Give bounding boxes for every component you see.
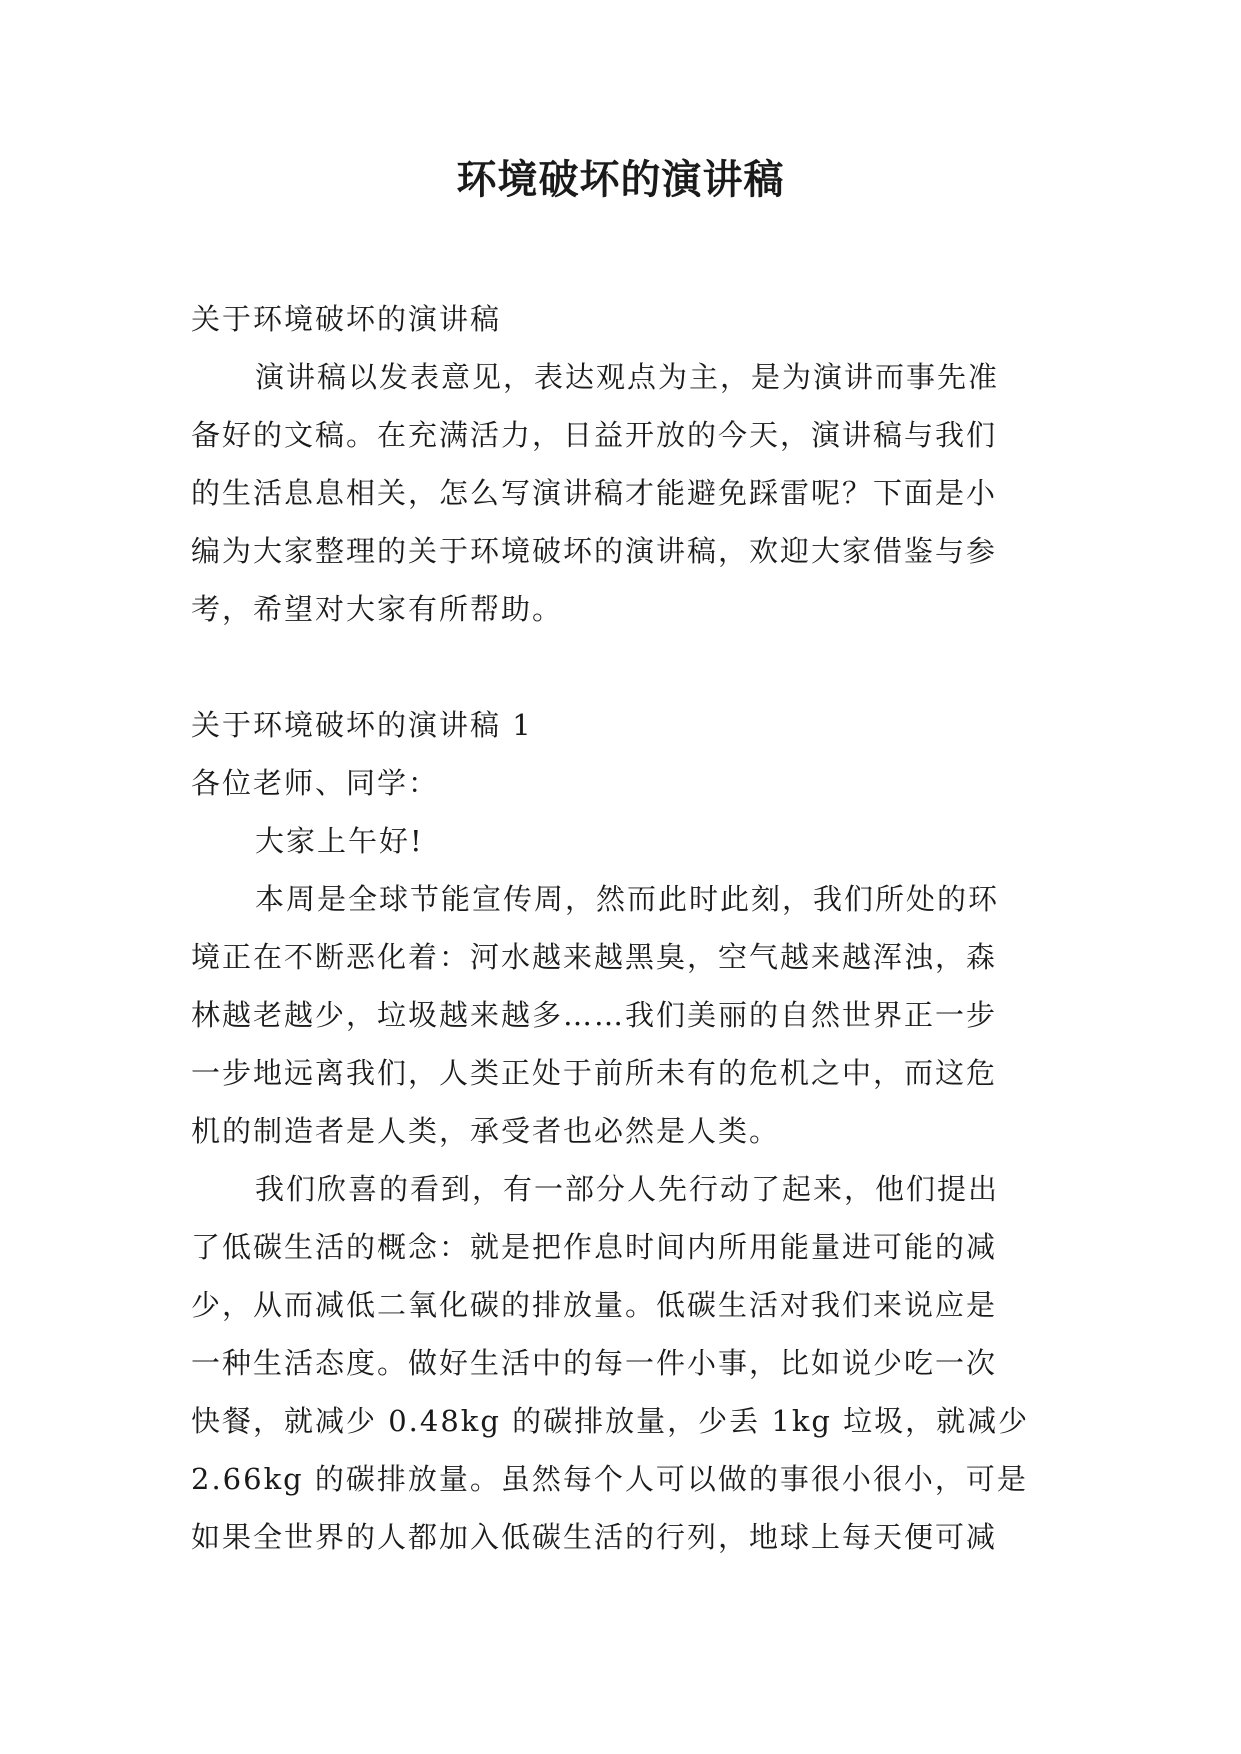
- section-spacer: [191, 638, 1051, 696]
- paragraph-line: 备好的文稿。在充满活力，日益开放的今天，演讲稿与我们: [191, 418, 998, 452]
- salutation: 各位老师、同学：: [191, 766, 440, 800]
- paragraph-line: 林越老越少，垃圾越来越多……我们美丽的自然世界正一步: [191, 998, 998, 1032]
- intro-paragraph: [191, 348, 1051, 638]
- document-title: 环境破坏的演讲稿: [456, 156, 785, 203]
- paragraph-line: 机的制造者是人类，承受者也必然是人类。: [191, 1114, 781, 1148]
- paragraph-2: [191, 1160, 1051, 1566]
- document-body: [191, 290, 1051, 1566]
- paragraph-line: 本周是全球节能宣传周，然而此时此刻，我们所处的环: [255, 882, 1000, 916]
- paragraph-line: 一种生活态度。做好生活中的每一件小事，比如说少吃一次: [191, 1346, 998, 1380]
- paragraph-line: 编为大家整理的关于环境破坏的演讲稿，欢迎大家借鉴与参: [191, 534, 998, 568]
- paragraph-line: 快餐，就减少 0.48kg 的碳排放量，少丢 1kg 垃圾，就减少: [191, 1404, 1030, 1438]
- paragraph-line: 考，希望对大家有所帮助。: [191, 592, 564, 626]
- section-heading: 关于环境破坏的演讲稿 1: [191, 708, 533, 742]
- paragraph-line: 我们欣喜的看到，有一部分人先行动了起来，他们提出: [255, 1172, 1000, 1206]
- paragraph-line: 少，从而减低二氧化碳的排放量。低碳生活对我们来说应是: [191, 1288, 998, 1322]
- paragraph-line: 了低碳生活的概念：就是把作息时间内所用能量进可能的减: [191, 1230, 998, 1264]
- paragraph-line: 2.66kg 的碳排放量。虽然每个人可以做的事很小很小，可是: [191, 1462, 1028, 1496]
- paragraph-line: 的生活息息相关，怎么写演讲稿才能避免踩雷呢？下面是小: [191, 476, 998, 510]
- paragraph-line: 境正在不断恶化着：河水越来越黑臭，空气越来越浑浊，森: [191, 940, 998, 974]
- greeting: 大家上午好!: [255, 824, 424, 858]
- paragraph-line: 一步地远离我们，人类正处于前所未有的危机之中，而这危: [191, 1056, 998, 1090]
- paragraph-line: 如果全世界的人都加入低碳生活的行列，地球上每天便可减: [191, 1520, 998, 1554]
- intro-heading: 关于环境破坏的演讲稿: [191, 302, 502, 336]
- paragraph-1: [191, 870, 1051, 1160]
- paragraph-line: 演讲稿以发表意见，表达观点为主，是为演讲而事先准: [255, 360, 1000, 394]
